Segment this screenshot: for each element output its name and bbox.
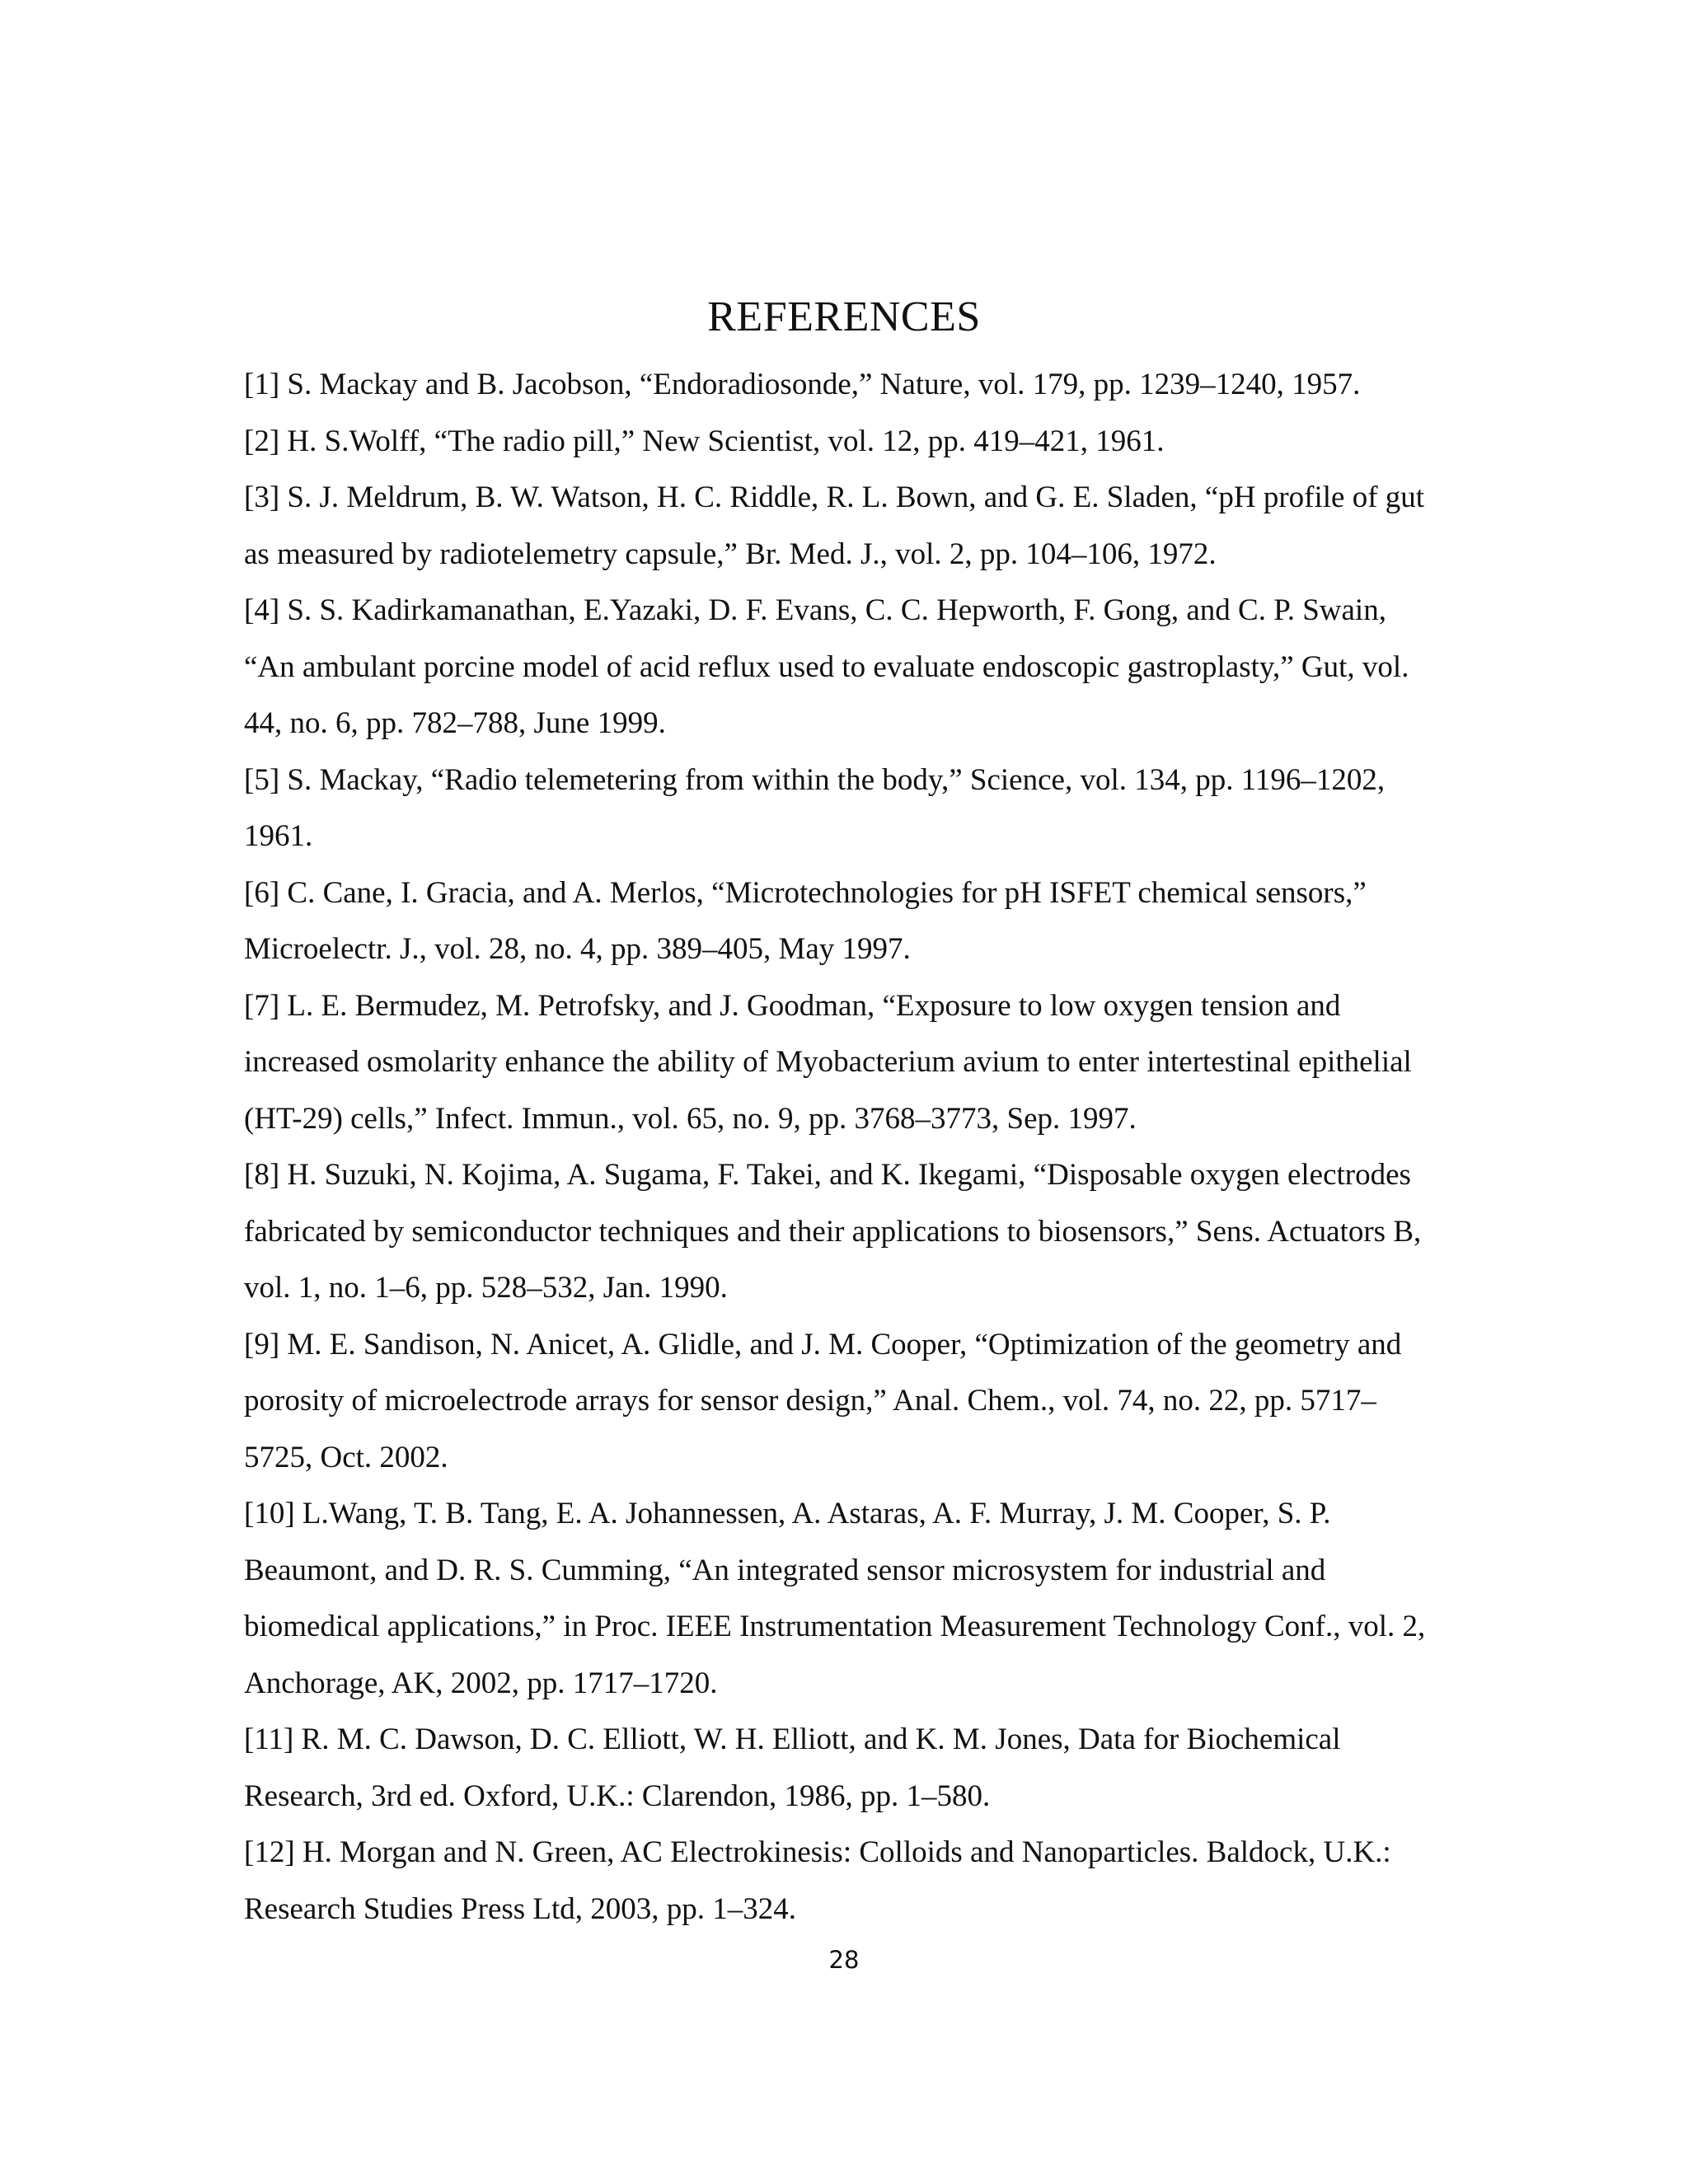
reference-line: Anchorage, AK, 2002, pp. 1717–1720. bbox=[244, 1666, 718, 1700]
reference-line: increased osmolarity enhance the ability of Myobacterium avium to enter intertestinal epithelial bbox=[244, 1045, 1412, 1079]
reference-line: as measured by radiotelemetry capsule,” Br. Med. J., vol. 2, pp. 104–106, 1972. bbox=[244, 537, 1217, 571]
reference-line: 1961. bbox=[244, 819, 313, 853]
reference-line: [1] S. Mackay and B. Jacobson, “Endoradiosonde,” Nature, vol. 179, pp. 1239–1240, 1957. bbox=[244, 368, 1361, 401]
reference-line: [10] L.Wang, T. B. Tang, E. A. Johannessen, A. Astaras, A. F. Murray, J. M. Cooper, S. P. bbox=[244, 1497, 1331, 1530]
reference-line: Research, 3rd ed. Oxford, U.K.: Clarendon, 1986, pp. 1–580. bbox=[244, 1779, 991, 1813]
reference-line: [5] S. Mackay, “Radio telemetering from within the body,” Science, vol. 134, pp. 1196–1202, bbox=[244, 762, 1386, 797]
reference-line: [3] S. J. Meldrum, B. W. Watson, H. C. Riddle, R. L. Bown, and G. E. Sladen, “pH profile of gut bbox=[244, 480, 1425, 514]
reference-line: [9] M. E. Sandison, N. Anicet, A. Glidle, and J. M. Cooper, “Optimization of the geometry and bbox=[244, 1327, 1402, 1361]
reference-line: vol. 1, no. 1–6, pp. 528–532, Jan. 1990. bbox=[244, 1271, 728, 1305]
reference-line: “An ambulant porcine model of acid reflux used to evaluate endoscopic gastroplasty,” Gut, vol. bbox=[244, 649, 1409, 684]
page-title: REFERENCES bbox=[707, 293, 981, 340]
reference-line: [6] C. Cane, I. Gracia, and A. Merlos, “Microtechnologies for pH ISFET chemical sensors,” bbox=[244, 875, 1367, 910]
reference-line: [4] S. S. Kadirkamanathan, E.Yazaki, D. F. Evans, C. C. Hepworth, F. Gong, and C. P. Swain, bbox=[244, 593, 1386, 627]
reference-line: [8] H. Suzuki, N. Kojima, A. Sugama, F. Takei, and K. Ikegami, “Disposable oxygen electrodes bbox=[244, 1158, 1411, 1192]
reference-line: Beaumont, and D. R. S. Cumming, “An integrated sensor microsystem for industrial and bbox=[244, 1553, 1326, 1587]
reference-line: [12] H. Morgan and N. Green, AC Electrokinesis: Colloids and Nanoparticles. Baldock, U.K.: bbox=[244, 1835, 1391, 1869]
reference-line: Microelectr. J., vol. 28, no. 4, pp. 389–405, May 1997. bbox=[244, 932, 911, 966]
reference-line: porosity of microelectrode arrays for sensor design,” Anal. Chem., vol. 74, no. 22, pp. 5717– bbox=[244, 1384, 1376, 1418]
reference-line: [11] R. M. C. Dawson, D. C. Elliott, W. H. Elliott, and K. M. Jones, Data for Biochemical bbox=[244, 1722, 1341, 1756]
reference-line: (HT-29) cells,” Infect. Immun., vol. 65, no. 9, pp. 3768–3773, Sep. 1997. bbox=[244, 1101, 1137, 1136]
reference-line: 44, no. 6, pp. 782–788, June 1999. bbox=[244, 706, 666, 740]
reference-list bbox=[244, 357, 1513, 1938]
reference-line: fabricated by semiconductor techniques and their applications to biosensors,” Sens. Actuators B, bbox=[244, 1214, 1422, 1249]
reference-line: biomedical applications,” in Proc. IEEE Instrumentation Measurement Technology Conf., vol. 2, bbox=[244, 1610, 1426, 1643]
reference-line: [7] L. E. Bermudez, M. Petrofsky, and J. Goodman, “Exposure to low oxygen tension and bbox=[244, 988, 1341, 1023]
reference-line: Research Studies Press Ltd, 2003, pp. 1–324. bbox=[244, 1891, 797, 1926]
reference-line: 5725, Oct. 2002. bbox=[244, 1440, 448, 1474]
reference-line: [2] H. S.Wolff, “The radio pill,” New Scientist, vol. 12, pp. 419–421, 1961. bbox=[244, 424, 1165, 458]
page-number: 28 bbox=[828, 1946, 860, 1974]
